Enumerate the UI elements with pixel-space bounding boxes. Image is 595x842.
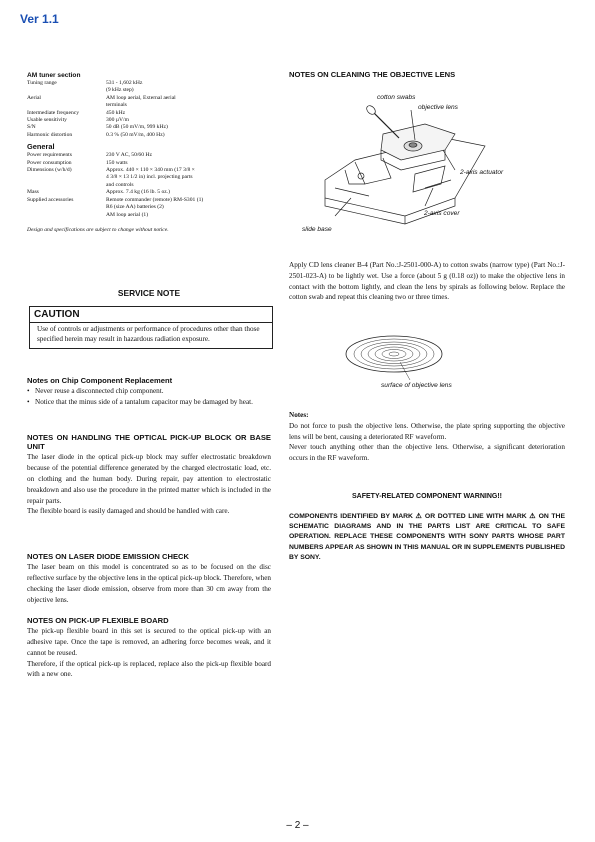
safety-title: SAFETY-RELATED COMPONENT WARNING!!	[352, 493, 502, 500]
spec-value	[106, 132, 267, 139]
spec-value-line: 300 µV/m	[106, 117, 129, 124]
spec-value-line: Remote commander (remote) RM-S301 (1)	[106, 196, 204, 203]
spec-value-line: terminals	[106, 102, 127, 109]
chip-bullets	[27, 386, 271, 408]
handling-paragraph-1: The laser diode in the optical pick-up block may suffer electrostatic breakdown because of the potential difference generated by the charged electrostatic load, etc. on clothing and the human body. During repair, pay attention to electrostatic breakdown and also use the procedure in the printed matter which is included in the repair parts.	[27, 453, 271, 505]
laser-section	[27, 552, 271, 605]
spec-key: Power requirements	[27, 152, 72, 159]
spec-value-line: Approx. 7.4 kg (16 lb. 5 oz.)	[106, 189, 171, 196]
spec-key: Aerial	[27, 94, 41, 101]
actuator-label: 2-axis actuator	[460, 169, 504, 176]
cleaning-heading: NOTES ON CLEANING THE OBJECTIVE LENS	[289, 70, 456, 79]
spec-value	[106, 95, 267, 110]
caution-text: Use of controls or adjustments or performance of procedures other than those specified herein may result in hazardous radiation exposure.	[37, 325, 260, 343]
chip-heading: Notes on Chip Component Replacement	[27, 376, 173, 385]
spec-value	[106, 110, 267, 117]
page-number: – 2 –	[286, 820, 309, 831]
spec-row	[27, 80, 267, 95]
objective-lens-label: objective lens	[418, 104, 458, 111]
spec-value-line: AM loop aerial (1)	[106, 211, 149, 218]
surface-label: surface of objective lens	[381, 382, 452, 389]
lens-surface-illustration	[340, 332, 450, 384]
spec-value	[106, 197, 267, 219]
version-label: Ver 1.1	[20, 12, 59, 26]
spec-key: Tuning range	[27, 80, 57, 86]
cotton-swabs-label: cotton swabs	[377, 94, 416, 101]
spec-value-line: 230 V AC, 50/60 Hz	[106, 152, 152, 159]
spec-value	[106, 160, 267, 167]
flex-heading: NOTES ON PICK-UP FLEXIBLE BOARD	[27, 616, 169, 625]
spec-key: Usable sensitivity	[27, 117, 67, 124]
spec-value-line: and controls	[106, 181, 134, 188]
cleaning-notes	[289, 410, 565, 464]
spec-value-line: 531 - 1,602 kHz	[106, 80, 143, 86]
spec-value-line: Approx. 440 × 110 × 340 mm (17 3/8 ×	[106, 167, 195, 174]
list-item: • Notice that the minus side of a tantalum capacitor may be damaged by heat.	[27, 398, 253, 406]
spec-value	[106, 124, 267, 131]
flex-paragraph-2: Therefore, if the optical pick-up is replaced, replace also the pick-up flexible board with a new one.	[27, 659, 271, 679]
general-heading: General	[27, 142, 55, 152]
spec-value	[106, 167, 267, 189]
spec-value-line: R6 (size AA) batteries (2)	[106, 204, 164, 211]
spec-key: Harmonic distortion	[27, 131, 73, 138]
spec-row	[27, 95, 267, 110]
am-tuner-heading: AM tuner section	[27, 72, 81, 79]
spec-value-line: (9 kHz step)	[106, 87, 134, 94]
spec-key: Dimensions (w/h/d)	[27, 167, 72, 174]
caution-title: CAUTION	[30, 307, 272, 323]
notes-heading: Notes:	[289, 411, 309, 419]
chip-component-section	[27, 376, 271, 408]
spec-row	[27, 152, 267, 159]
general-spec-table	[27, 152, 267, 219]
flex-board-section	[27, 616, 271, 680]
spec-key: Power consumption	[27, 159, 72, 166]
spec-value	[106, 152, 267, 159]
spec-value-line: AM loop aerial, External aerial	[106, 94, 176, 101]
handling-section	[27, 433, 271, 517]
note-2: Never touch anything other than the objective lens. Otherwise, a significant deterioration occurs in the RF waveform.	[289, 443, 565, 463]
spec-value-line: 450 kHz	[106, 109, 126, 116]
handling-paragraph-2: The flexible board is easily damaged and should be handled with care.	[27, 507, 230, 516]
service-note-title: SERVICE NOTE	[117, 288, 181, 298]
pickup-illustration	[295, 88, 570, 248]
spec-value-line: 150 watts	[106, 159, 128, 166]
spec-disclaimer: Design and specifications are subject to change without notice.	[27, 226, 169, 233]
spec-value	[106, 80, 267, 95]
spec-key: S/N	[27, 124, 36, 131]
caution-box	[29, 306, 273, 349]
spec-row	[27, 124, 267, 131]
slide-base-label: slide base	[302, 226, 332, 233]
cleaning-paragraph: Apply CD lens cleaner B-4 (Part No.:J-2501-000-A) to cotton swabs (narrow type) (Part No.:J-2501-023-A) to be lightly wet. Use a force (about 5 g (0.18 oz)) to make the objective lens in contact with the bottom lightly, and clean the lens by spirals as following below. Replace the cotton swab and repeat this cleaning two or three times.	[289, 261, 565, 302]
specifications	[27, 72, 267, 233]
flex-paragraph-1: The pick-up flexible board in this set is secured to the optical pick-up with an adhesive tape. Once the tape is removed, an adhering force becomes weak, and it cannot be reused.	[27, 627, 271, 657]
spec-value-line: 0.3 % (50 mV/m, 400 Hz)	[106, 131, 165, 138]
list-item: • Never reuse a disconnected chip component.	[27, 387, 164, 396]
spec-row	[27, 160, 267, 167]
laser-paragraph: The laser beam on this model is concentrated so as to be focused on the disc reflective surface by the objective lens in the optical pick-up block. Therefore, when checking the laser diode emission, observe from more than 30 cm away from the objective lens.	[27, 563, 271, 604]
note-1: Do not force to push the objective lens. Otherwise, the plate spring supporting the objective lens will be bent, causing a deteriorated RF waveform.	[289, 421, 565, 441]
spec-key: Supplied accessories	[27, 196, 74, 203]
spec-row	[27, 189, 267, 196]
laser-heading: NOTES ON LASER DIODE EMISSION CHECK	[27, 552, 190, 561]
handling-heading: NOTES ON HANDLING THE OPTICAL PICK-UP BLOCK OR BASE UNIT	[27, 433, 271, 452]
spec-row	[27, 197, 267, 219]
spec-value	[106, 189, 267, 196]
spec-row	[27, 110, 267, 117]
spec-key: Intermediate frequency	[27, 109, 80, 116]
spec-row	[27, 132, 267, 139]
am-spec-table	[27, 80, 267, 139]
spec-key: Mass	[27, 189, 39, 196]
safety-warning-text: COMPONENTS IDENTIFIED BY MARK ⚠ OR DOTTED LINE WITH MARK ⚠ ON THE SCHEMATIC DIAGRAMS AND IN THE PARTS LIST ARE CRITICAL TO SAFE OPERATION. REPLACE THESE COMPONENTS WITH SONY PARTS WHOSE PART NUMBERS APPEAR AS SHOWN IN THIS MANUAL OR IN SUPPLEMENTS PUBLISHED BY SONY.	[289, 513, 565, 561]
spec-row	[27, 167, 267, 189]
spec-value-line: 50 dB (50 mV/m, 999 kHz)	[106, 124, 168, 131]
spec-value-line: 4 3/8 × 13 1/2 in) incl. projecting parts	[106, 174, 193, 181]
cover-label: 2-axis cover	[424, 210, 460, 217]
